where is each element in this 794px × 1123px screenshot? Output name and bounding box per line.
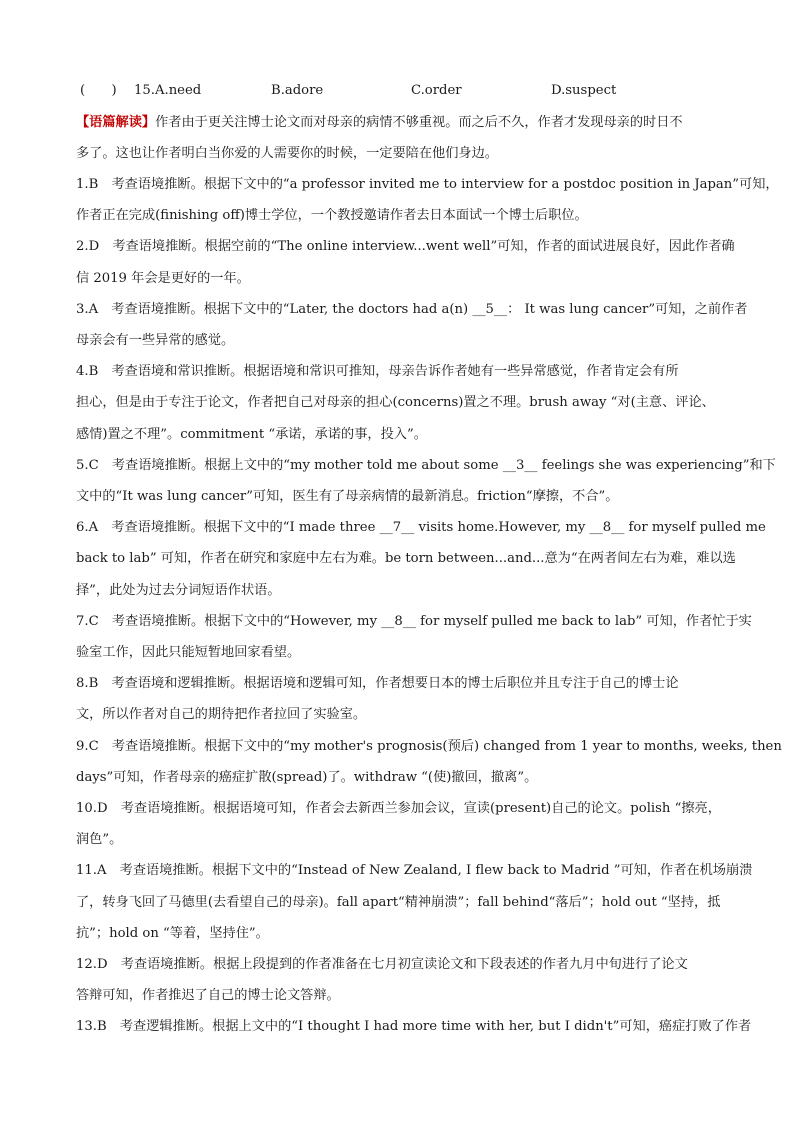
summary-text: 作者由于更关注博士论文而对母亲的病情不够重视。而之后不久，作者才发现母亲的时日不 — [155, 115, 683, 130]
answer-continuation-line: 担心，但是由于专注于论文，作者把自己对母亲的担心(concerns)置之不理。brush away “对(主意、评论、 — [76, 395, 715, 411]
answer-item-line: 1.B 考查语境推断。根据下文中的“a professor invited me to interview for a postdoc position in Japan”可知， — [76, 177, 779, 192]
answer-continuation-line: 母亲会有一些异常的感觉。 — [76, 333, 235, 348]
answer-item-line: 3.A 考查语境推断。根据下文中的“Later, the doctors had a(n) __5__： It was lung cancer”可知，之前作者 — [76, 301, 748, 317]
option-c: C.order — [411, 83, 462, 98]
answer-blank: ( ) — [80, 83, 117, 98]
question-15-options — [76, 81, 716, 101]
answer-item-line: 9.C 考查语境推断。根据下文中的“my mother's prognosis(预后) changed from 1 year to months, weeks, then — [76, 738, 782, 754]
answer-item-line: 6.A 考查语境推断。根据下文中的“I made three __7__ visits home.However, my __8__ for myself pulled me — [76, 520, 766, 536]
answer-item-line: 2.D 考查语境推断。根据空前的“The online interview...went well”可知，作者的面试进展良好，因此作者确 — [76, 239, 735, 255]
summary-line-2: 多了。这也让作者明白当你爱的人需要你的时候，一定要陪在他们身边。 — [76, 146, 498, 161]
answer-item-line: 4.B 考查语境和常识推断。根据语境和常识可推知，母亲告诉作者她有一些异常感觉，作者肯定会有所 — [76, 364, 679, 380]
answer-item-line: 7.C 考查语境推断。根据下文中的“However, my __8__ for myself pulled me back to lab” 可知，作者忙于实 — [76, 613, 752, 629]
option-d: D.suspect — [551, 83, 617, 98]
answer-continuation-line: back to lab” 可知，作者在研究和家庭中左右为难。be torn between...and...意为“在两者间左右为难，难以选 — [76, 551, 736, 567]
answer-item-line: 8.B 考查语境和逻辑推断。根据语境和逻辑可知，作者想要日本的博士后职位并且专注于自己的博士论 — [76, 676, 679, 692]
answer-continuation-line: 信 2019 年会是更好的一年。 — [76, 270, 250, 286]
answer-continuation-line: 润色”。 — [76, 832, 123, 848]
answer-item-line: 5.C 考查语境推断。根据上文中的“my mother told me about some __3__ feelings she was experiencing”和下 — [76, 457, 776, 473]
answer-continuation-line: 答辩可知，作者推迟了自己的博士论文答辩。 — [76, 988, 340, 1004]
summary-line-1 — [76, 113, 683, 133]
answer-continuation-line: days”可知，作者母亲的癌症扩散(spread)了。withdraw “(使)撤回，撤离”。 — [76, 769, 538, 785]
answer-continuation-line: 文，所以作者对自己的期待把作者拉回了实验室。 — [76, 707, 367, 723]
answer-continuation-line: 感情)置之不理”。commitment “承诺，承诺的事，投入”。 — [76, 426, 427, 442]
answer-continuation-line: 择”，此处为过去分词短语作状语。 — [76, 582, 281, 598]
answer-item-line: 13.B 考查逻辑推断。根据上文中的“I thought I had more time with her, but I didn't”可知，癌症打败了作者 — [76, 1019, 752, 1035]
answer-item-line: 11.A 考查语境推断。根据下文中的“Instead of New Zealand, I flew back to Madrid ”可知，作者在机场崩溃 — [76, 863, 753, 879]
answer-continuation-line: 抗”；hold on “等着，坚持住”。 — [76, 925, 269, 941]
answer-continuation-line: 验室工作，因此只能短暂地回家看望。 — [76, 645, 301, 660]
option-b: B.adore — [271, 83, 324, 98]
answer-continuation-line: 作者正在完成(finishing off)博士学位，一个教授邀请作者去日本面试一个博士后职位。 — [76, 208, 588, 224]
answer-continuation-line: 文中的“It was lung cancer”可知，医生有了母亲病情的最新消息。friction“摩擦，不合”。 — [76, 489, 619, 504]
answer-item-line: 12.D 考查语境推断。根据上段提到的作者准备在七月初宣读论文和下段表述的作者九月中旬进行了论文 — [76, 957, 688, 972]
option-a: 15.A.need — [134, 83, 202, 98]
answer-continuation-line: 了，转身飞回了马德里(去看望自己的母亲)。fall apart“精神崩溃”；fall behind“落后”；hold out “坚持，抵 — [76, 894, 721, 910]
answer-item-line: 10.D 考查语境推断。根据语境可知，作者会去新西兰参加会议，宣读(present)自己的论文。polish “擦亮， — [76, 801, 721, 816]
summary-tag: 【语篇解读】 — [76, 115, 156, 130]
